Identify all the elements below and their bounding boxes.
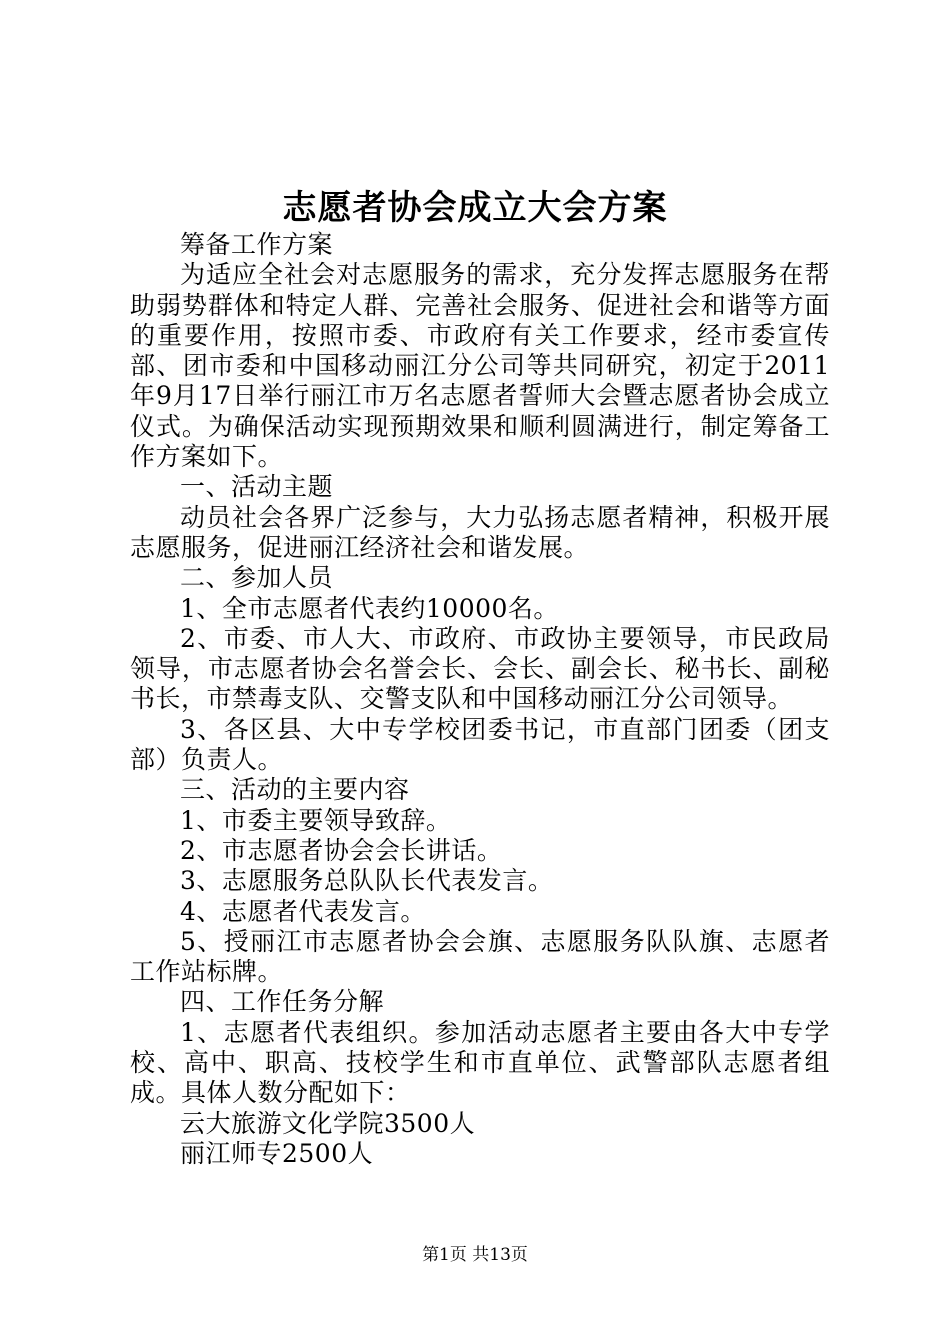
list-item-participants-2: 2、市委、市人大、市政府、市政协主要领导，市民政局领导，市志愿者协会名誉会长、会长、副会长、秘书长、副秘书长，市禁毒支队、交警支队和中国移动丽江分公司领导。: [130, 623, 830, 714]
list-item-content-4: 4、志愿者代表发言。: [180, 896, 426, 926]
list-item-tasks-1: 1、志愿者代表组织。参加活动志愿者主要由各大中专学校、高中、职高、技校学生和市直单位、武警部队志愿者组成。具体人数分配如下：: [130, 1017, 830, 1108]
paragraph-intro: 为适应全社会对志愿服务的需求，充分发挥志愿服务在帮助弱势群体和特定人群、完善社会服务、促进社会和谐等方面的重要作用，按照市委、市政府有关工作要求，经市委宣传部、团市委和中国移动丽江分公司等共同研究，初定于2011年9月17日举行丽江市万名志愿者誓师大会暨志愿者协会成立仪式。为确保活动实现预期效果和顺利圆满进行，制定筹备工作方案如下。: [130, 260, 830, 472]
allocation-line-2: 丽江师专2500人: [180, 1138, 374, 1168]
document-title: 志愿者协会成立大会方案: [282, 188, 668, 228]
paragraph-theme: 动员社会各界广泛参与，大力弘扬志愿者精神，积极开展志愿服务，促进丽江经济社会和谐发展。: [130, 502, 830, 562]
list-item-content-5: 5、授丽江市志愿者协会会旗、志愿服务队队旗、志愿者工作站标牌。: [130, 926, 830, 987]
section-heading-tasks: 四、工作任务分解: [180, 987, 385, 1017]
page-footer: 第1页 共13页: [422, 1245, 528, 1265]
section-heading-participants: 二、参加人员: [180, 563, 334, 593]
list-item-participants-3: 3、各区县、大中专学校团委书记，市直部门团委（团支部）负责人。: [130, 714, 830, 775]
allocation-line-1: 云大旅游文化学院3500人: [180, 1108, 476, 1138]
document-body: [130, 230, 830, 1169]
list-item-participants-1: 1、全市志愿者代表约10000名。: [180, 593, 559, 623]
paragraph-prep-heading: 筹备工作方案: [180, 230, 334, 259]
section-heading-theme: 一、活动主题: [180, 472, 334, 502]
list-item-content-2: 2、市志愿者协会会长讲话。: [180, 835, 503, 865]
list-item-content-3: 3、志愿服务总队队长代表发言。: [180, 866, 554, 896]
section-heading-content: 三、活动的主要内容: [180, 775, 410, 805]
list-item-content-1: 1、市委主要领导致辞。: [180, 805, 452, 835]
